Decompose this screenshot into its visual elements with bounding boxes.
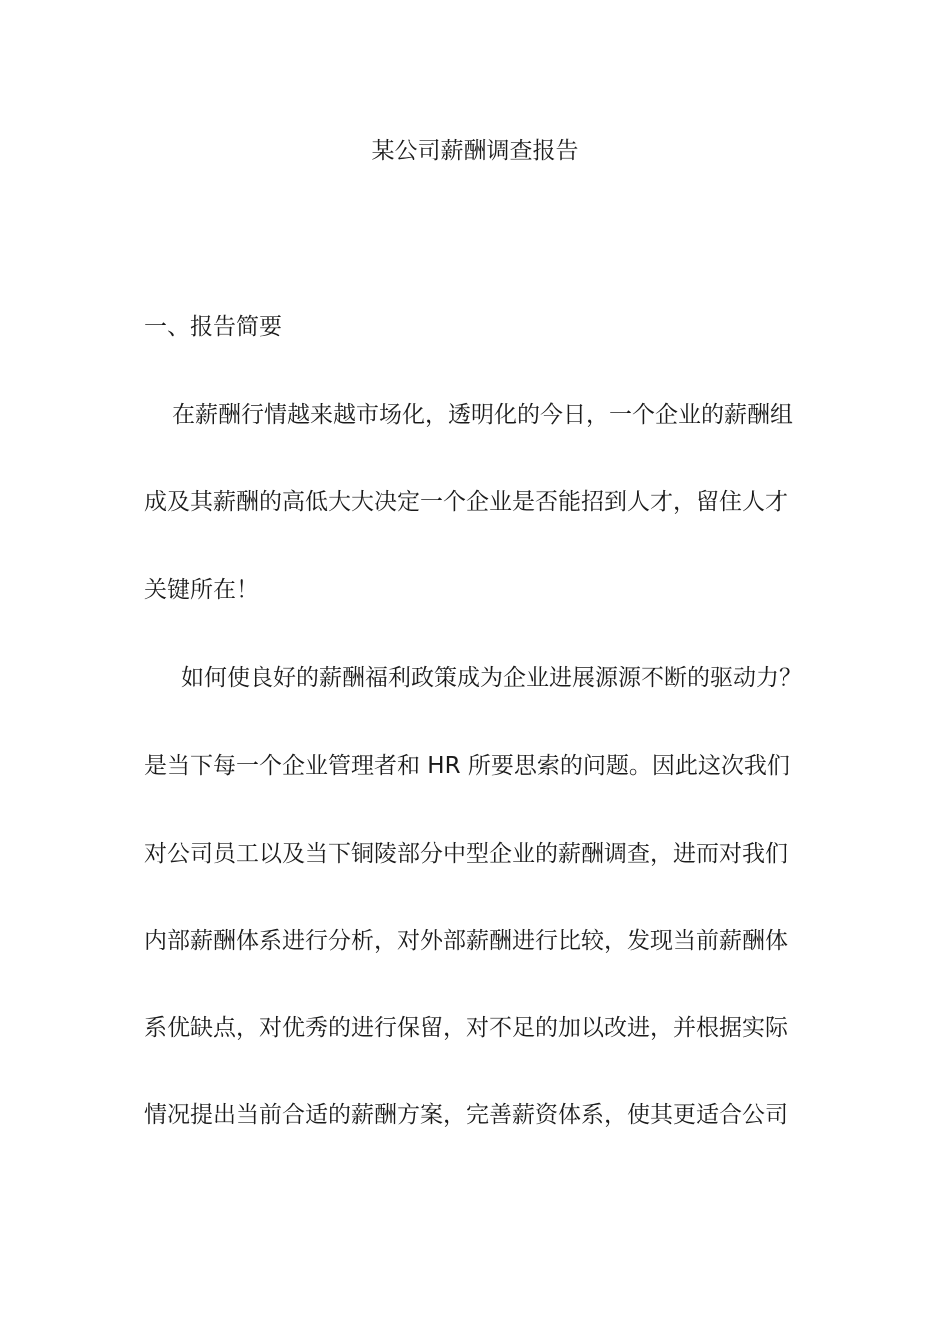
paragraph-line: 系优缺点，对优秀的进行保留，对不足的加以改进，并根据实际 xyxy=(144,1015,788,1041)
paragraph-line: 对公司员工以及当下铜陵部分中型企业的薪酬调查，进而对我们 xyxy=(144,841,788,867)
document-title: 某公司薪酬调查报告 xyxy=(371,138,579,164)
paragraph-line: 情况提出当前合适的薪酬方案，完善薪资体系，使其更适合公司 xyxy=(144,1102,788,1128)
paragraph-line: 成及其薪酬的高低大大决定一个企业是否能招到人才，留住人才 xyxy=(144,489,788,515)
section-heading: 一、报告简要 xyxy=(144,314,282,340)
paragraph-line: 如何使良好的薪酬福利政策成为企业进展源源不断的驱动力？ xyxy=(181,665,802,691)
paragraph-line: 是当下每一个企业管理者和 HR 所要思索的问题。因此这次我们 xyxy=(144,753,790,779)
paragraph-line: 在薪酬行情越来越市场化，透明化的今日，一个企业的薪酬组 xyxy=(172,402,793,428)
paragraph-line: 关键所在！ xyxy=(144,577,259,603)
paragraph-line: 内部薪酬体系进行分析，对外部薪酬进行比较，发现当前薪酬体 xyxy=(144,928,788,954)
